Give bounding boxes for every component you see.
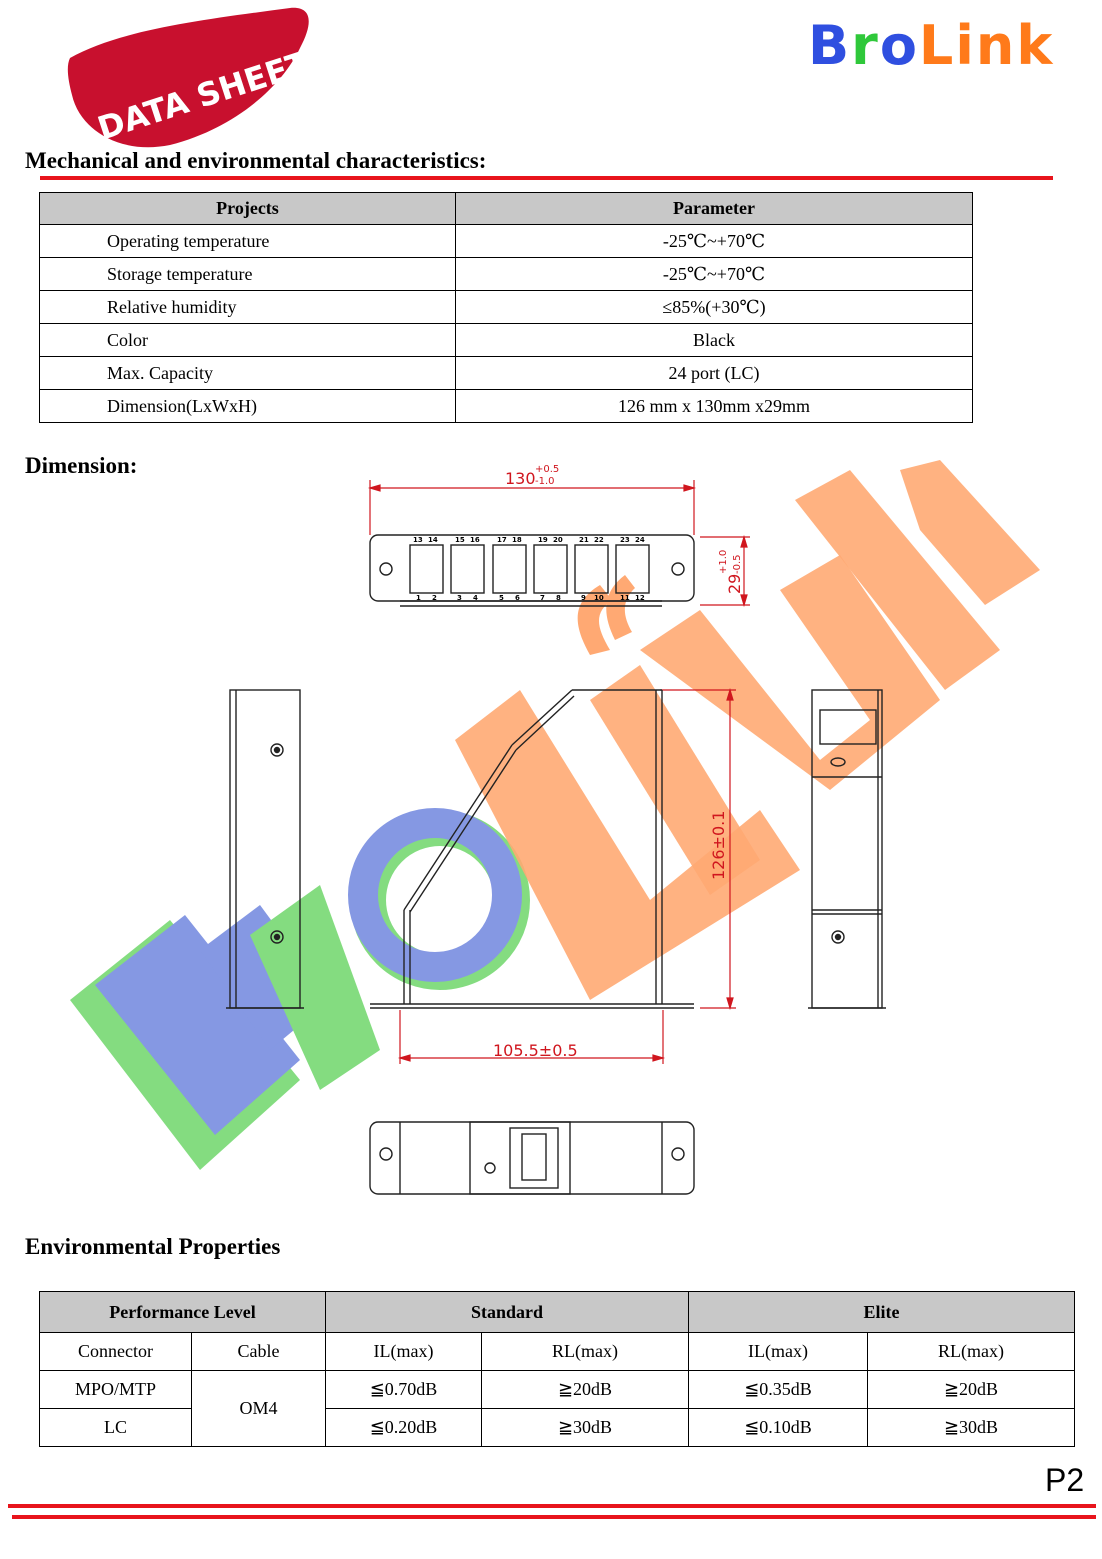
width-label: 130	[505, 469, 536, 488]
logo-letter: B	[808, 14, 852, 77]
svg-text:17: 17	[497, 536, 507, 544]
svg-text:14: 14	[428, 536, 438, 544]
svg-text:5: 5	[499, 594, 504, 602]
table-header-row	[40, 1292, 1075, 1333]
svg-text:6: 6	[515, 594, 520, 602]
svg-text:19: 19	[538, 536, 548, 544]
svg-text:18: 18	[512, 536, 522, 544]
svg-text:16: 16	[470, 536, 480, 544]
page-number: P2	[1045, 1462, 1085, 1498]
table-row	[40, 225, 973, 258]
project-cell: Operating temperature	[40, 225, 456, 258]
environmental-table	[39, 1291, 1075, 1447]
svg-text:11: 11	[620, 594, 630, 602]
table-row	[40, 357, 973, 390]
table-row	[40, 1371, 1075, 1409]
std-rl-cell: ≧30dB	[482, 1409, 689, 1447]
parameter-cell: ≤85%(+30℃)	[456, 291, 973, 324]
logo-letter: o	[879, 14, 919, 77]
header-elite: Elite	[689, 1292, 1075, 1333]
svg-text:3: 3	[457, 594, 462, 602]
subheader-std-rl: RL(max)	[482, 1333, 689, 1371]
mechanical-table	[39, 192, 973, 423]
width-tol-minus: -1.0	[535, 476, 555, 487]
environmental-title: Environmental Properties	[25, 1234, 281, 1259]
svg-text:4: 4	[473, 594, 478, 602]
subheader-connector: Connector	[40, 1333, 192, 1371]
bottom-view	[370, 1122, 694, 1194]
footer-rule	[8, 1504, 1096, 1508]
svg-text:2: 2	[432, 594, 437, 602]
svg-text:20: 20	[553, 536, 563, 544]
svg-text:13: 13	[413, 536, 423, 544]
svg-text:8: 8	[556, 594, 561, 602]
parameter-cell: Black	[456, 324, 973, 357]
table-row	[40, 291, 973, 324]
header-projects: Projects	[40, 193, 456, 225]
mechanical-title: Mechanical and environmental characteristics:	[25, 148, 487, 173]
elite-rl-cell: ≧20dB	[868, 1371, 1075, 1409]
svg-text:24: 24	[635, 536, 645, 544]
logo-letter: i	[955, 14, 976, 77]
table-row	[40, 324, 973, 357]
std-il-cell: ≦0.20dB	[326, 1409, 482, 1447]
project-cell: Color	[40, 324, 456, 357]
dimension-drawing	[0, 440, 1102, 1220]
table-row	[40, 258, 973, 291]
svg-text:23: 23	[620, 536, 630, 544]
width-tol-plus: +0.5	[535, 464, 560, 475]
cable-cell: OM4	[192, 1371, 326, 1447]
svg-text:9: 9	[581, 594, 586, 602]
logo-letter: n	[975, 14, 1017, 77]
dimension-title: Dimension:	[25, 453, 138, 478]
data-sheet-badge	[60, 0, 320, 150]
logo-letter: r	[851, 14, 880, 77]
logo-letter: L	[918, 14, 956, 77]
depth-label: 126±0.1	[709, 810, 728, 880]
svg-text:21: 21	[579, 536, 589, 544]
brolink-logo	[808, 14, 1054, 84]
height-tol-minus: -0.5	[732, 554, 743, 574]
badge-text: DATA SHEET	[92, 43, 314, 148]
svg-text:22: 22	[594, 536, 604, 544]
parameter-cell: -25℃~+70℃	[456, 225, 973, 258]
header-performance-level: Performance Level	[40, 1292, 326, 1333]
header-parameter: Parameter	[456, 193, 973, 225]
elite-rl-cell: ≧30dB	[868, 1409, 1075, 1447]
parameter-cell: -25℃~+70℃	[456, 258, 973, 291]
elite-il-cell: ≦0.10dB	[689, 1409, 868, 1447]
logo-letter: k	[1016, 14, 1055, 77]
svg-text:15: 15	[455, 536, 465, 544]
header-standard: Standard	[326, 1292, 689, 1333]
project-cell: Max. Capacity	[40, 357, 456, 390]
project-cell: Relative humidity	[40, 291, 456, 324]
brolink-watermark	[70, 460, 1040, 1170]
footer-rule	[12, 1515, 1096, 1519]
connector-cell: LC	[40, 1409, 192, 1447]
subheader-elite-il: IL(max)	[689, 1333, 868, 1371]
svg-text:7: 7	[540, 594, 545, 602]
height-tol-plus: +1.0	[718, 549, 729, 574]
project-cell: Dimension(LxWxH)	[40, 390, 456, 423]
svg-text:1: 1	[416, 594, 421, 602]
table-row	[40, 390, 973, 423]
svg-text:12: 12	[635, 594, 645, 602]
parameter-cell: 24 port (LC)	[456, 357, 973, 390]
connector-cell: MPO/MTP	[40, 1371, 192, 1409]
table-subheader-row	[40, 1333, 1075, 1371]
parameter-cell: 126 mm x 130mm x29mm	[456, 390, 973, 423]
subheader-cable: Cable	[192, 1333, 326, 1371]
title-underline	[40, 176, 1053, 180]
height-label: 29	[725, 573, 744, 594]
base-label: 105.5±0.5	[493, 1041, 578, 1060]
elite-il-cell: ≦0.35dB	[689, 1371, 868, 1409]
subheader-elite-rl: RL(max)	[868, 1333, 1075, 1371]
subheader-std-il: IL(max)	[326, 1333, 482, 1371]
table-header-row	[40, 193, 973, 225]
std-il-cell: ≦0.70dB	[326, 1371, 482, 1409]
project-cell: Storage temperature	[40, 258, 456, 291]
svg-text:10: 10	[594, 594, 604, 602]
std-rl-cell: ≧20dB	[482, 1371, 689, 1409]
